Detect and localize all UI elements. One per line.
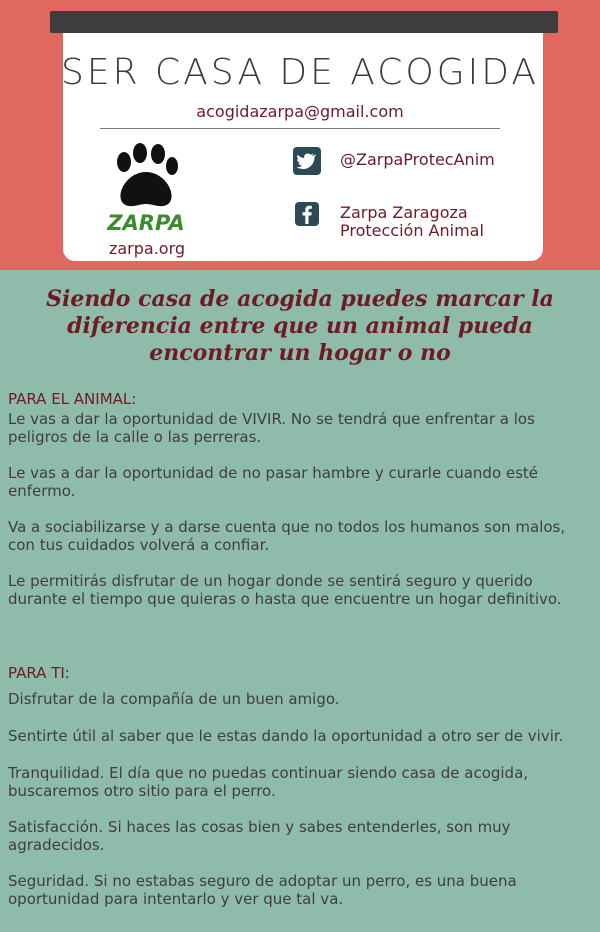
animal-item-2: Le vas a dar la oportunidad de no pasar hambre y curarle cuando esté enfermo. bbox=[8, 464, 539, 500]
section-title-ti: PARA TI: bbox=[8, 664, 70, 682]
twitter-icon[interactable] bbox=[293, 147, 321, 175]
zarpa-logo bbox=[102, 142, 190, 242]
facebook-line-1: Zarpa Zaragoza bbox=[340, 203, 468, 222]
facebook-icon[interactable] bbox=[295, 202, 319, 226]
ti-item-3: Tranquilidad. El día que no puedas continuar siendo casa de acogida, buscaremos otro sitio para el perro. bbox=[8, 764, 529, 800]
animal-item-4: Le permitirás disfrutar de un hogar donde se sentirá seguro y querido durante el tiempo que quieras o hasta que encuentre un hogar definitivo. bbox=[8, 572, 562, 608]
website-link[interactable]: zarpa.org bbox=[108, 239, 186, 258]
divider bbox=[100, 128, 500, 129]
header-bar bbox=[50, 11, 558, 33]
ti-item-4: Satisfacción. Si haces las cosas bien y sabes entenderles, son muy agradecidos. bbox=[8, 818, 511, 854]
headline: Siendo casa de acogida puedes marcar la diferencia entre que un animal pueda encontrar un hogar o no bbox=[46, 286, 554, 366]
ti-item-2: Sentirte útil al saber que le estas dando la oportunidad a otro ser de vivir. bbox=[8, 727, 564, 745]
email-link[interactable]: acogidazarpa@gmail.com bbox=[196, 102, 404, 121]
twitter-handle[interactable]: @ZarpaProtecAnim bbox=[340, 150, 495, 169]
animal-item-1: Le vas a dar la oportunidad de VIVIR. No se tendrá que enfrentar a los peligros de la calle o las perreras. bbox=[8, 410, 535, 446]
animal-item-3: Va a sociabilizarse y a darse cuenta que no todos los humanos son malos, con tus cuidados volverá a confiar. bbox=[8, 518, 566, 554]
page-title: SER CASA DE ACOGIDA bbox=[60, 52, 539, 93]
ti-item-5: Seguridad. Si no estabas seguro de adoptar un perro, es una buena oportunidad para intentarlo y ver que tal va. bbox=[8, 872, 517, 908]
ti-item-1: Disfrutar de la compañía de un buen amigo. bbox=[8, 690, 340, 708]
facebook-line-2: Protección Animal bbox=[340, 221, 484, 240]
logo-wordmark: ZARPA bbox=[107, 211, 185, 235]
paw-print-icon bbox=[102, 142, 190, 242]
facebook-page[interactable] bbox=[340, 204, 540, 240]
section-title-animal: PARA EL ANIMAL: bbox=[8, 390, 137, 408]
